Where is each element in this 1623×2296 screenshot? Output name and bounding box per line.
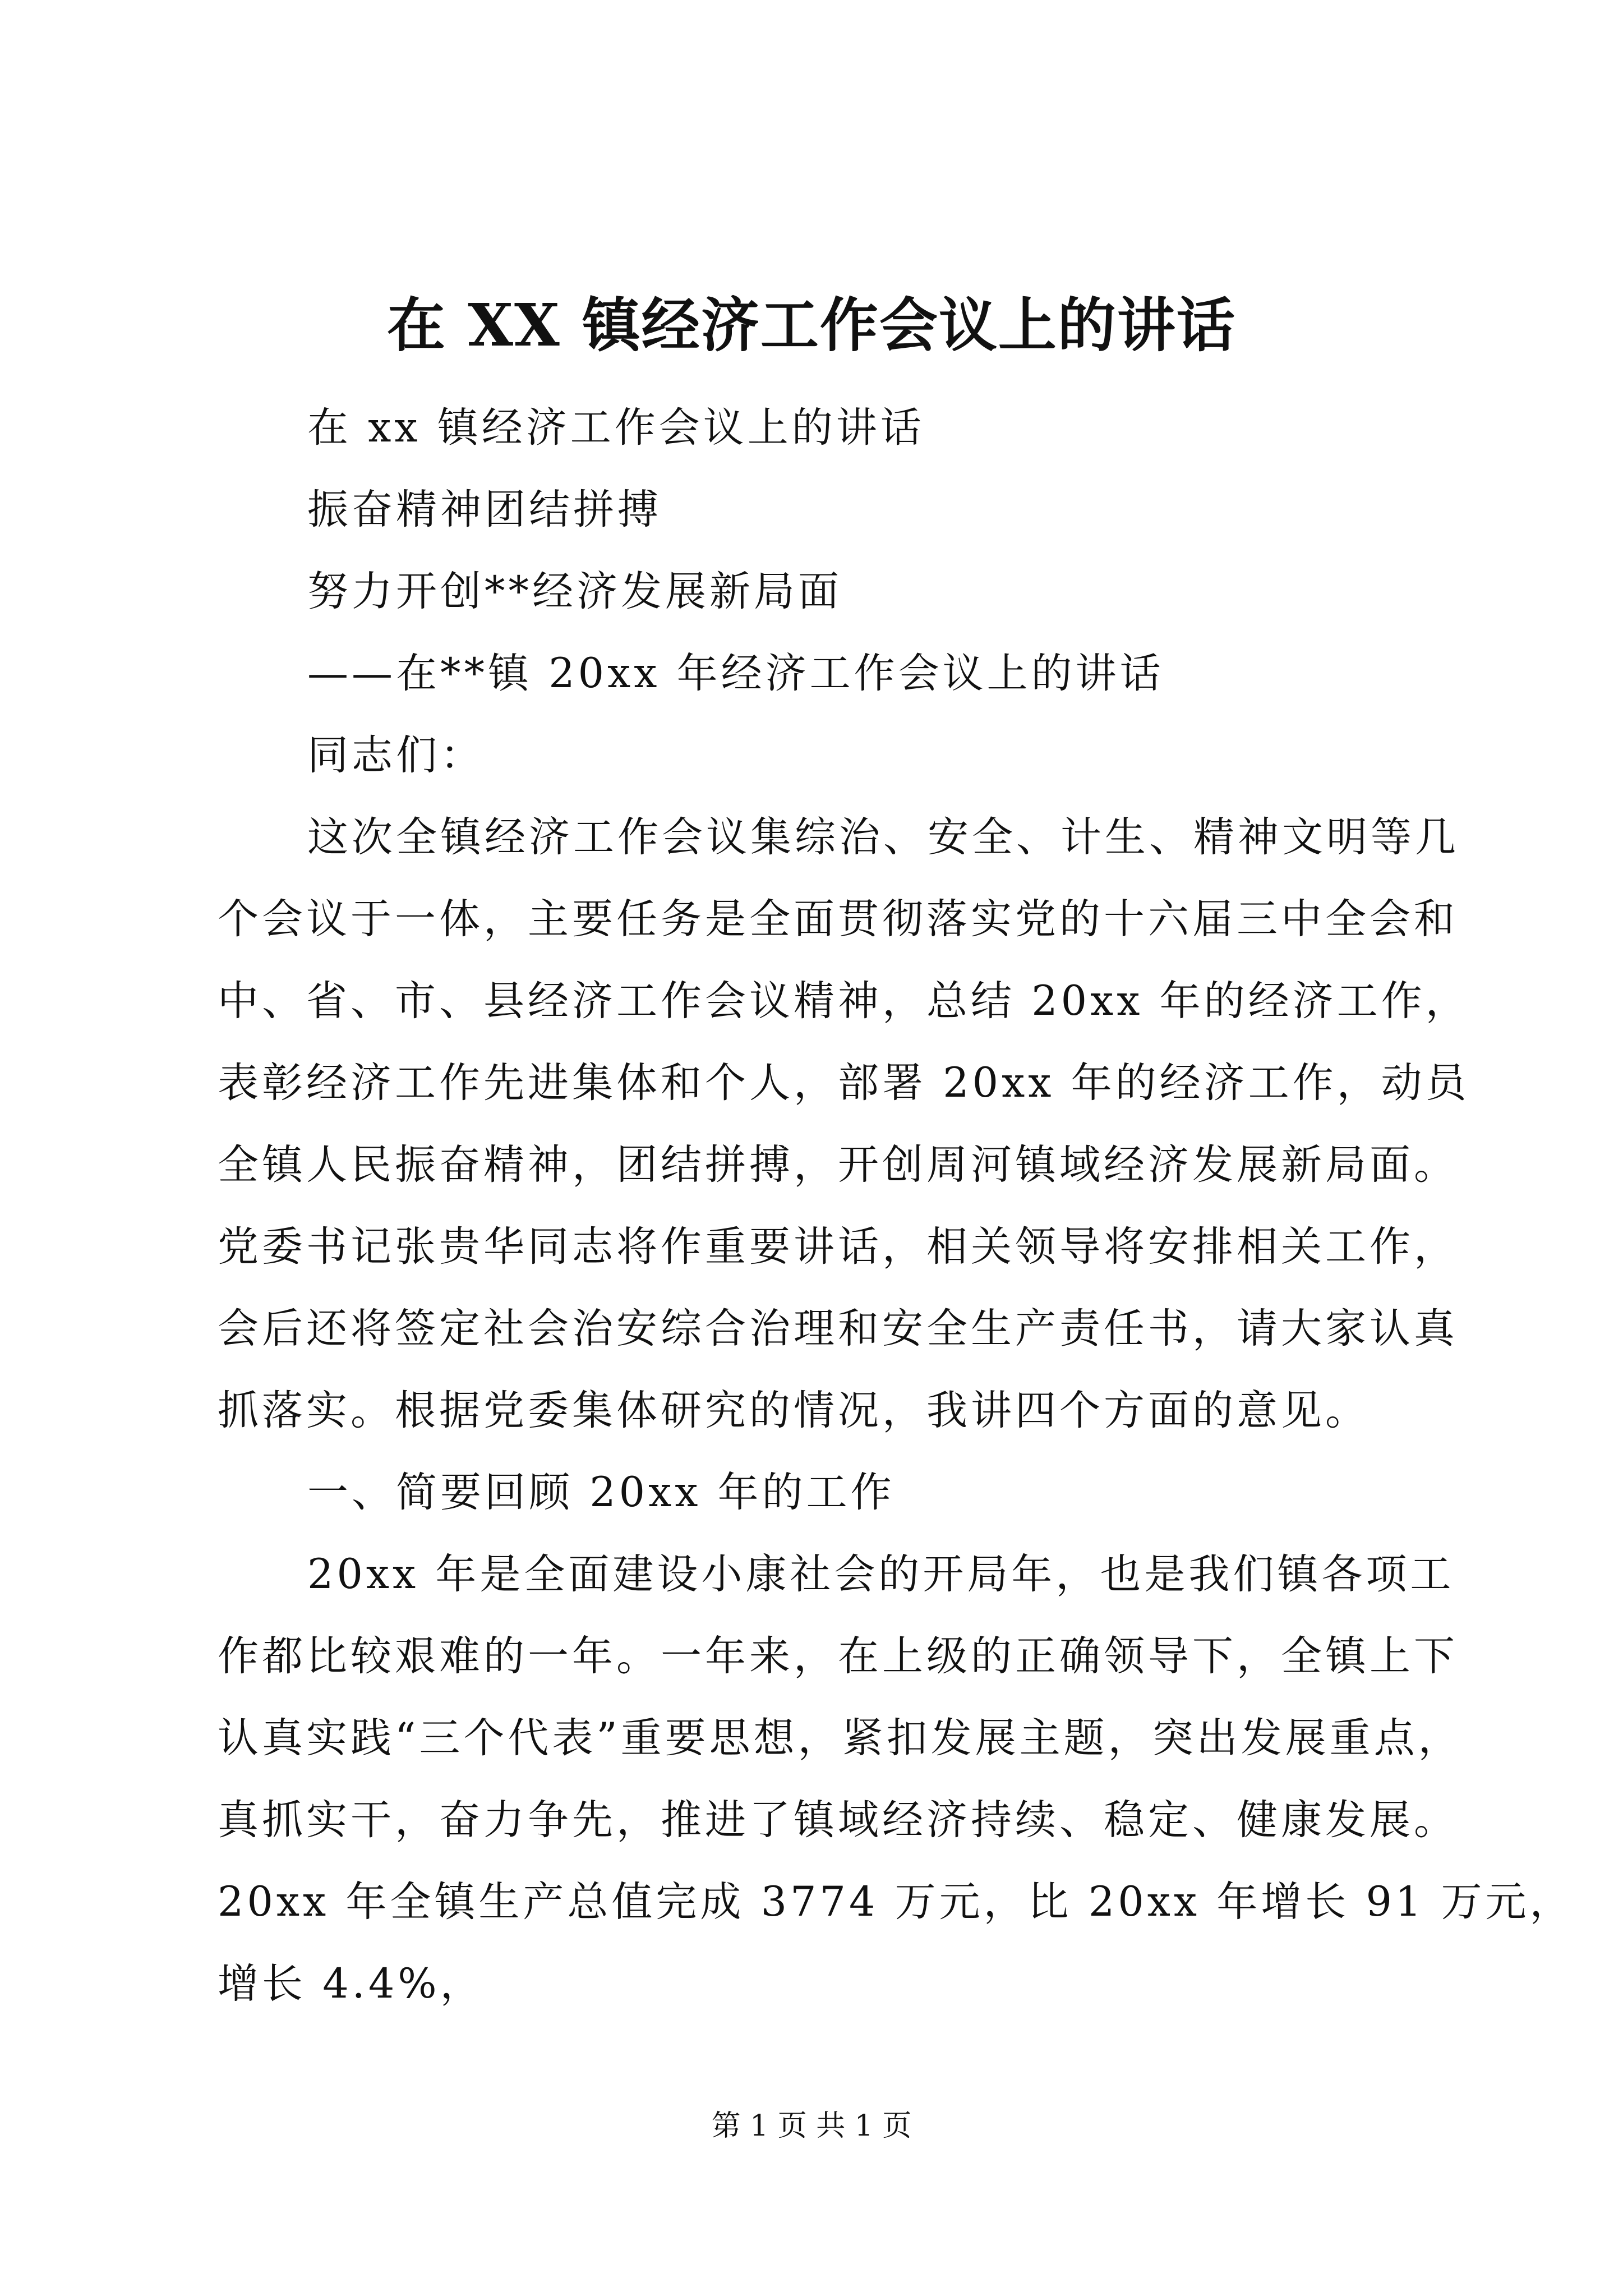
document-body [218,387,1574,2025]
speech-subheading: ——在**镇 20xx 年经济工作会议上的讲话 [307,650,1164,697]
paragraph-line: 增长 4.4%， [218,1960,485,2008]
subtitle-line: 在 xx 镇经济工作会议上的讲话 [307,404,925,452]
paragraph-line: 抓落实。根据党委集体研究的情况，我讲四个方面的意见。 [218,1387,1370,1434]
paragraph-line: 真抓实干，奋力争先，推进了镇域经济持续、稳定、健康发展。 [218,1796,1458,1844]
paragraph-line: 会后还将签定社会治安综合治理和安全生产责任书，请大家认真 [218,1305,1458,1352]
paragraph-line: 认真实践“三个代表”重要思想，紧扣发展主题，突出发展重点， [218,1714,1463,1762]
paragraph-line: 全镇人民振奋精神，团结拼搏，开创周河镇域经济发展新局面。 [218,1141,1458,1189]
section-heading: 一、简要回顾 20xx 年的工作 [307,1469,895,1516]
paragraph-line: 20xx 年全镇生产总值完成 3774 万元，比 20xx 年增长 91 万元， [218,1878,1574,1926]
paragraph-line: 表彰经济工作先进集体和个人，部署 20xx 年的经济工作，动员 [218,1059,1470,1107]
document-title: 在 XX 镇经济工作会议上的讲话 [387,291,1236,360]
paragraph-line: 个会议于一体，主要任务是全面贯彻落实党的十六届三中全会和 [218,895,1458,943]
slogan-line-2: 努力开创**经济发展新局面 [307,568,842,615]
page-footer: 第 1 页 共 1 页 [711,2109,912,2143]
paragraph-line: 作都比较艰难的一年。一年来，在上级的正确领导下，全镇上下 [218,1632,1458,1680]
paragraph-line: 20xx 年是全面建设小康社会的开局年，也是我们镇各项工 [307,1550,1455,1598]
paragraph-line: 这次全镇经济工作会议集综治、安全、计生、精神文明等几 [307,813,1459,861]
paragraph-line: 中、省、市、县经济工作会议精神，总结 20xx 年的经济工作， [218,977,1470,1025]
paragraph-line: 党委书记张贵华同志将作重要讲话，相关领导将安排相关工作， [218,1223,1458,1271]
slogan-line-1: 振奋精神团结拼搏 [307,486,662,533]
salutation: 同志们： [307,731,485,779]
